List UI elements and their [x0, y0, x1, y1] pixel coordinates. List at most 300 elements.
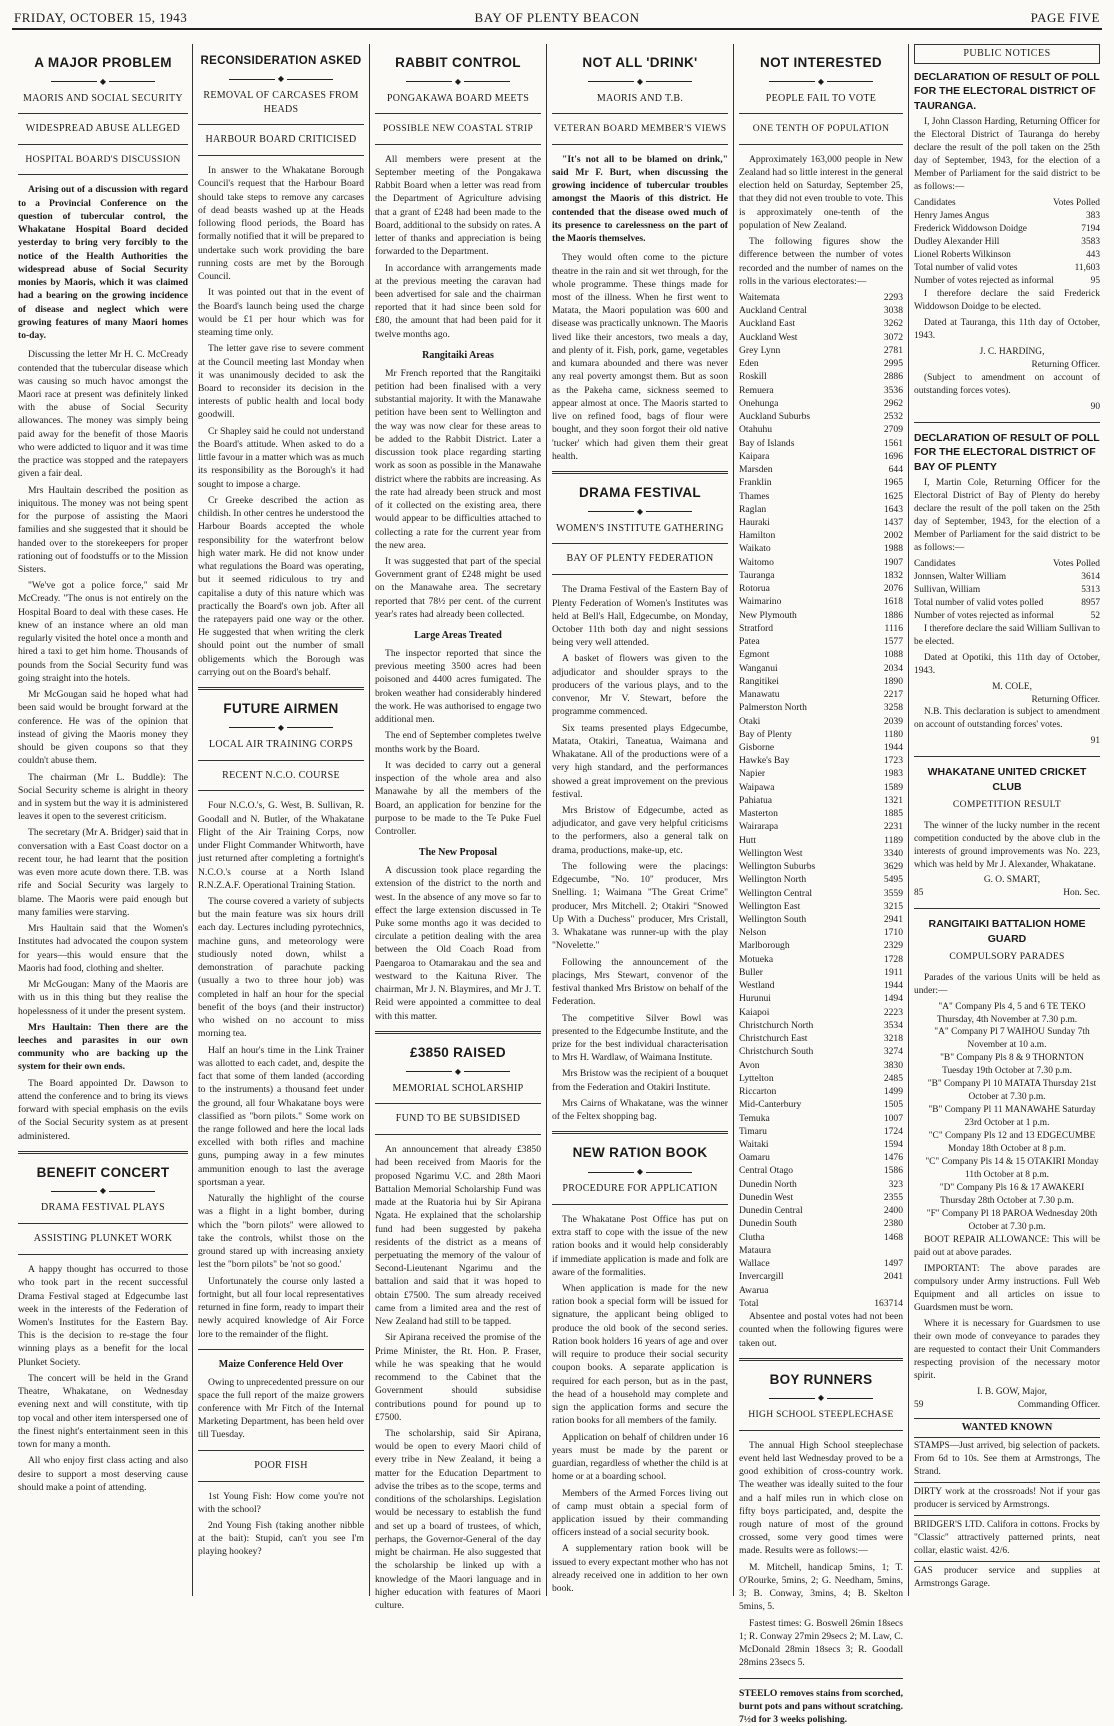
paragraph: Unfortunately the course only lasted a fortnight, but all four local representatives returned in fine form, ready to impart their newly acquired knowledge of Air Force lore to the remainder of the flight.: [198, 1275, 364, 1340]
section-heading: The New Proposal: [418, 847, 498, 859]
electorate-name: Pahiatua: [739, 794, 773, 806]
divider: [739, 1430, 903, 1431]
paragraph: BOOT REPAIR ALLOWANCE: This will be paid out at above parades.: [914, 1234, 1100, 1258]
parade-entry: "B" Company Pl 10 MATATA Thursday 21st October at 7.30 p.m.: [927, 1079, 1097, 1103]
paragraph: The Board appointed Dr. Dawson to attend the conference and to bring its views forward with special emphasis on the evils of the Social Security system as at present administered.: [18, 1077, 188, 1142]
electorate-name: Westland: [739, 980, 775, 992]
newspaper-name: BAY OF PLENTY BEACON: [474, 10, 640, 25]
divider: [375, 1031, 541, 1034]
notice-number: 59: [914, 1399, 924, 1410]
electorate-row: [739, 1191, 903, 1204]
headline-future-airmen: FUTURE AIRMEN: [223, 701, 339, 717]
paragraph: Following the announcement of the placings, Mrs Stewart, convenor of the festival thanked Mrs Bristow on behalf of the Federation.: [552, 956, 728, 1008]
electorate-votes: 3215: [883, 900, 903, 912]
divider: [198, 760, 364, 761]
electorate-row: [739, 1059, 903, 1072]
electorate-votes: 1965: [883, 477, 903, 489]
divider: [198, 790, 364, 791]
headline-3850-raised: £3850 RAISED: [410, 1044, 506, 1060]
parade-entry: "B" Company Pls 8 & 9 THORNTON Tuesday 19th October at 7.30 p.m.: [940, 1053, 1084, 1077]
divider: [198, 124, 364, 125]
column-3: [375, 44, 542, 1612]
subhead: MAORIS AND T.B.: [596, 92, 684, 104]
electorate-votes: 1586: [883, 1165, 903, 1177]
subhead: PROCEDURE FOR APPLICATION: [562, 1183, 718, 1195]
electorate-votes: 1561: [883, 437, 903, 449]
candidates-header: [914, 197, 1100, 210]
lead-paragraph: Arising out of a discussion with regard to a Provincial Conference on the question of tubercular control, the Whakatane Hospital Board decided yesterday to bring very forcibly to the notice of the Health Authorities the widespread abuse of Social Security monies by Maoris, which it was claimed had a bearing on the growing incidence of disease and neglect which were growing features of many Maori homes to-day.: [18, 184, 188, 342]
electorate-row: [739, 767, 903, 780]
electorate-name: Avon: [739, 1059, 760, 1071]
electorate-name: Dunedin North: [739, 1178, 797, 1190]
electorate-votes: 3274: [883, 1046, 903, 1058]
candidate-votes: 3583: [1081, 236, 1100, 247]
electorate-name: Waitomo: [739, 556, 774, 568]
paragraph: Owing to unprecedented pressure on our space the full report of the maize growers conference with Mr Fitch of the Internal Marketing Department, has been held over till Tuesday.: [198, 1376, 364, 1441]
electorate-row: [739, 873, 903, 886]
electorate-votes: 3218: [883, 1033, 903, 1045]
paragraph: The end of September completes twelve months work by the Board.: [375, 730, 541, 755]
electorate-name: Wellington Suburbs: [739, 861, 816, 873]
electorate-row: [739, 609, 903, 622]
electorate-votes: 2941: [883, 914, 903, 926]
electorate-row: [739, 1270, 903, 1283]
subhead: WIDESPREAD ABUSE ALLEGED: [25, 123, 181, 135]
electorate-votes: 1618: [883, 596, 903, 608]
notice-number: 85: [914, 888, 924, 899]
electorate-name: Wellington Central: [739, 887, 813, 899]
electorate-name: Wallace: [739, 1258, 770, 1270]
electorate-row: [739, 529, 903, 542]
informal-row: Number of votes rejected as informal 95: [914, 275, 1100, 286]
electorate-row: [739, 1244, 903, 1257]
paragraph: The concert will be held in the Grand Theatre, Whakatane, on Wednesday evening next and will constitute, with tip top vocal and other item interspersed one of the finest night's entertainment seen in this town for many a month.: [18, 1372, 188, 1451]
electorate-row: [739, 688, 903, 701]
subhead: HOSPITAL BOARD'S DISCUSSION: [25, 154, 181, 166]
column-5: [739, 44, 903, 1726]
electorate-name: Hurunui: [739, 993, 771, 1005]
candidates-label: Candidates: [914, 198, 956, 209]
electorate-row: [739, 490, 903, 503]
paragraph: In accordance with arrangements made at the previous meeting the caravan had been advertised for sale and the chairman reported that it had since been sold for £80, the amount that had been paid for it twelve months ago.: [375, 262, 541, 340]
headline-rabbit-control: RABBIT CONTROL: [395, 55, 521, 70]
electorate-name: Franklin: [739, 477, 772, 489]
electorate-table: [739, 291, 903, 1310]
electorate-name: Wellington West: [739, 847, 803, 859]
electorate-row: [739, 595, 903, 608]
candidate-row: [914, 584, 1100, 597]
electorate-votes: 1497: [883, 1258, 903, 1270]
public-notices-header: PUBLIC NOTICES: [914, 44, 1100, 64]
electorate-row: [739, 384, 903, 397]
electorate-votes: 2962: [883, 397, 903, 409]
page-number: PAGE FIVE: [1030, 10, 1100, 25]
electorate-name: Waimarino: [739, 596, 782, 608]
headline-not-interested: NOT INTERESTED: [760, 55, 882, 70]
electorate-name: Marsden: [739, 464, 773, 476]
parade-entry: "D" Company Pls 16 & 17 AWAKERI Thursday 28th October at 7.30 p.m.: [939, 1183, 1085, 1207]
electorate-name: Wanganui: [739, 662, 778, 674]
paragraph: Parades of the various Units will be held as under:—: [914, 972, 1100, 996]
electorate-name: Buller: [739, 966, 763, 978]
divider-ornament: ◆: [552, 507, 728, 517]
paragraph: Four N.C.O.'s, G. West, B. Sullivan, R. Goodall and N. Butler, of the Whakatane Flight of the Air Training Corps, now under Flight Commander Whitworth, have just returned after completing a fortnight's N.C.O.'s course at a North Island R.N.Z.A.F. Operational Training Station.: [198, 800, 364, 891]
electorate-name: Eden: [739, 358, 759, 370]
paragraph: I therefore declare the said William Sullivan to be elected.: [914, 623, 1100, 647]
divider-ornament: ◆: [18, 77, 188, 87]
electorate-name: Bay of Islands: [739, 437, 795, 449]
paragraph: Naturally the highlight of the course was a flight in a light bomber, during which the "born pilots" were allowed to take the controls, whilst those on the ground stared up with increasing anxiety lest the "born pilots" be 'not so good.': [198, 1193, 364, 1271]
electorate-row: [739, 1204, 903, 1217]
electorate-row: [739, 304, 903, 317]
electorate-votes: 1832: [883, 569, 903, 581]
electorate-name: Hawke's Bay: [739, 755, 790, 767]
electorate-name: Waitemata: [739, 292, 780, 303]
electorate-votes: 3830: [883, 1059, 903, 1071]
electorate-name: Dunedin South: [739, 1218, 797, 1230]
electorate-votes: 1437: [883, 516, 903, 528]
electorate-name: Egmont: [739, 649, 770, 661]
electorate-row: [739, 463, 903, 476]
paragraph: The course covered a variety of subjects but the main feature was six hours drill each day. Lectures including pyrotechnics, machine guns, and meteorology were studiously noted down, whilst a demonstration of parachute packing (usually a two to three hour job) was completed in half an hour for the special benefit of the boys (and their instructor) who wished on no account to miss morning tea.: [198, 896, 364, 1040]
candidates-header: [914, 558, 1100, 571]
signature: M. COLE,: [992, 681, 1032, 692]
electorate-row: [739, 1085, 903, 1098]
paragraph: Absentee and postal votes had not been counted when the following figures were taken out.: [739, 1311, 903, 1349]
electorate-row: [739, 887, 903, 900]
electorate-row: [739, 834, 903, 847]
divider: [552, 144, 728, 145]
divider: [18, 113, 188, 114]
electorate-name: Stratford: [739, 622, 774, 634]
paragraph: Dated at Tauranga, this 11th day of October, 1943.: [914, 317, 1100, 341]
electorate-name: Christchurch South: [739, 1046, 814, 1058]
paragraph: The Whakatane Post Office has put on extra staff to cope with the issue of the new ration books and it would help considerably if immediate application is made and folk are aware of the formalities.: [552, 1213, 728, 1278]
electorate-votes: 1088: [883, 649, 903, 661]
paragraph: The annual High School steeplechase event held last Wednesday proved to be a good exhibition of cross-country work. The weather was ideally suited to the four and a half miles run in which close on fifty boys participated, and, despite the rough nature of most of the ground crossed, some very good times were made. Results were as follows:—: [739, 1439, 903, 1557]
subhead: PEOPLE FAIL TO VOTE: [765, 92, 877, 104]
electorate-row: [739, 926, 903, 939]
electorate-row: [739, 781, 903, 794]
electorate-name: Timaru: [739, 1125, 767, 1137]
electorate-name: Total: [739, 1297, 759, 1309]
wanted-known-header: WANTED KNOWN: [914, 1418, 1100, 1438]
electorate-name: Palmerston North: [739, 702, 807, 714]
electorate-votes: 1321: [883, 794, 903, 806]
electorate-votes: 2380: [883, 1218, 903, 1230]
electorate-votes: 163714: [874, 1297, 903, 1309]
total-row: Total number of valid votes 11,603: [914, 262, 1100, 273]
subhead: PONGAKAWA BOARD MEETS: [386, 92, 530, 104]
electorate-row: [739, 622, 903, 635]
divider: [739, 113, 903, 114]
electorate-row: [739, 317, 903, 330]
electorate-name: Bay of Plenty: [739, 728, 792, 740]
paragraph: The inspector reported that since the previous meeting 3500 acres had been poisoned and 4400 acres fumigated. The broken weather had considerably hindered the work. He was authorised to engage two additional men.: [375, 647, 541, 726]
electorate-name: Clutha: [739, 1231, 765, 1243]
electorate-name: Motueka: [739, 953, 774, 965]
electorate-name: Wairarapa: [739, 821, 779, 833]
paragraph: The letter gave rise to severe comment at the Council meeting last Monday when it was unanimously decided to ask the Board to reconsider its decision in the interests of public health and local body goodwill.: [198, 343, 364, 421]
electorate-row: [739, 569, 903, 582]
electorate-votes: 2034: [883, 662, 903, 674]
candidate-list: [914, 210, 1100, 262]
electorate-row: [739, 1006, 903, 1019]
paragraph: Cr Shapley said he could not understand the Board's attitude. When asked to do a little favour in a matter which was as much its responsibility as the Borough's it had sought to impose a charge.: [198, 425, 364, 490]
divider: [375, 1134, 541, 1135]
electorate-votes: 1944: [883, 741, 903, 753]
candidate-votes: 443: [1085, 249, 1100, 260]
electorate-row: [739, 966, 903, 979]
total-row: Total number of valid votes polled 8957: [914, 597, 1100, 608]
subhead: RECENT N.C.O. COURSE: [222, 769, 340, 781]
candidate-name: Henry James Angus: [914, 211, 989, 222]
electorate-votes: 2886: [883, 371, 903, 383]
electorate-row: [739, 847, 903, 860]
candidate-votes: 383: [1085, 211, 1100, 222]
paragraph: Six teams presented plays Edgecumbe, Matata, Otakiri, Taneatua, Waimana and Whakatane. All of the productions were of a very high standard, and the performances showed a great improvement on the previous festival.: [552, 722, 728, 800]
electorate-name: Rotorua: [739, 583, 770, 595]
parade-entry: "A" Company Pl 7 WAIHOU Sunday 7th November at 10 a.m.: [934, 1027, 1090, 1051]
electorate-name: Grey Lynn: [739, 344, 781, 356]
parade-entry: "F" Company Pl 18 PAROA Wednesday 20th October at 7.30 p.m.: [926, 1209, 1098, 1233]
candidate-row: [914, 210, 1100, 223]
paragraph: Discussing the letter Mr H. C. McCready contended that the tubercular disease which was causing so much havoc amongst the Maori race at present was definitely linked with the abuse of Social Security allowances. The money was simply being paid away for the benefit of those Maoris who were addicted to liquor and it was time the practice was stopped and the ratepayers given a fair deal.: [18, 349, 188, 480]
electorate-row: [739, 992, 903, 1005]
electorate-votes: 1589: [883, 781, 903, 793]
electorate-votes: 1505: [883, 1099, 903, 1111]
paragraph: Mrs Bristow of Edgecumbe, acted as adjudicator, and gave very helpful criticisms to the performers, also a general talk on drama, productions, make-up, etc.: [552, 805, 728, 856]
paragraph: Mrs Haultain: Then there are the leeches and parasites in our own community who are backing up the system for their own ends.: [18, 1021, 188, 1073]
electorate-votes: 2329: [883, 940, 903, 952]
electorate-name: Gisborne: [739, 741, 775, 753]
candidate-name: Dudley Alexander Hill: [914, 236, 1000, 247]
notice-number: 90: [1090, 401, 1100, 412]
paragraph: 1st Young Fish: How come you're not with the school?: [198, 1490, 364, 1515]
paragraph: A supplementary ration book will be issued to every expectant mother who has not already received one in addition to her own book.: [552, 1543, 728, 1595]
notice-title-bay-of-plenty: DECLARATION OF RESULT OF POLL FOR THE ELECTORAL DISTRICT OF BAY OF PLENTY: [914, 431, 1100, 473]
subhead: LOCAL AIR TRAINING CORPS: [208, 738, 354, 750]
paragraph: Mr McGougan: Many of the Maoris are with us in this thing but they realise the hopelessness of it under the present system.: [18, 979, 188, 1017]
electorate-votes: 1625: [883, 490, 903, 502]
headline-poor-fish: POOR FISH: [254, 1459, 308, 1471]
subhead: VETERAN BOARD MEMBER'S VIEWS: [553, 123, 727, 135]
electorate-votes: [858, 1244, 903, 1257]
divider: [18, 1223, 188, 1224]
electorate-name: Mid-Canterbury: [739, 1099, 802, 1111]
electorate-votes: 1499: [883, 1086, 903, 1098]
paragraph: Dated at Opotiki, this 11th day of October, 1943.: [914, 652, 1100, 676]
electorate-votes: 1890: [883, 675, 903, 687]
headline-not-all-drink: NOT ALL 'DRINK': [582, 55, 698, 70]
divider: [552, 1204, 728, 1205]
paragraph: Members of the Armed Forces living out of camp must obtain a special form of application issued by their commanding officers instead of a social security book.: [552, 1487, 728, 1539]
paragraph: I therefore declare the said Frederick Widdowson Doidge to be elected.: [914, 288, 1100, 312]
electorate-row: [739, 1297, 903, 1310]
electorate-votes: 2400: [883, 1205, 903, 1217]
electorate-votes: 1885: [883, 808, 903, 820]
paragraph: In answer to the Whakatane Borough Council's request that the Harbour Board should take steps to remove any carcases of dead beasts washed up at the Heads following flood periods, the Board has formally notified that it will be prepared to undertake such work providing the bare running costs are met by the Borough Council.: [198, 165, 364, 283]
electorate-name: Central Otago: [739, 1165, 794, 1177]
masthead: [12, 6, 1102, 30]
paragraph: The competitive Silver Bowl was presented to the Edgecumbe Institute, and the prize for the best individual characterisation to Mrs H. Wardlaw, of Waimana Institute.: [552, 1012, 728, 1064]
electorate-votes: 2217: [883, 689, 903, 701]
electorate-row: [739, 291, 903, 304]
headline-new-ration-book: NEW RATION BOOK: [572, 1145, 708, 1161]
paragraph: Approximately 163,000 people in New Zealand had so little interest in the general election held on Saturday, September 25, that they did not even trouble to vote. This is approximately one-tenth of the population of New Zealand.: [739, 153, 903, 231]
electorate-row: [739, 979, 903, 992]
subhead: HARBOUR BOARD CRITICISED: [205, 134, 357, 146]
subhead: REMOVAL OF CARCASES FROM HEADS: [203, 89, 359, 115]
paragraph: I, John Classon Harding, Returning Officer for the Electoral District of Tauranga do hereby declare the result of the poll taken on the 25th day of September, 1943, for the election of a Member of Parliament for the said district to be as follows:—: [914, 117, 1100, 193]
paragraph: M. Mitchell, handicap 5mins, 1; T. O'Rourke, 5mins, 2; G. Needham, 5mins, 3; B. Conway, 3mins, 4; B. Skelton 5mins, 5.: [739, 1561, 903, 1613]
electorate-name: Wellington North: [739, 874, 807, 886]
paragraph: Where it is necessary for Guardsmen to use their own mode of conveyance to parades they are requested to contact their Unit Commanders respecting provision of the necessary motor spirit.: [914, 1318, 1100, 1381]
electorate-name: Waipawa: [739, 781, 775, 793]
electorate-votes: 1007: [883, 1112, 903, 1124]
electorate-name: Christchurch North: [739, 1019, 814, 1031]
electorate-row: [739, 423, 903, 436]
electorate-row: [739, 450, 903, 463]
lead-paragraph: "It's not all to be blamed on drink," said Mr F. Burt, when discussing the growing incidence of tubercular troubles amongst the Maoris of this district. He contended that the disease owed much of its presence to carelessness on the part of the Maoris themselves.: [552, 153, 728, 245]
divider: [198, 687, 364, 690]
signature: I. B. GOW, Major,: [977, 1386, 1047, 1397]
electorate-row: [739, 1138, 903, 1151]
electorate-name: Otahuhu: [739, 424, 773, 436]
electorate-name: Auckland Suburbs: [739, 411, 811, 423]
divider-ornament: ◆: [552, 77, 728, 87]
issue-date: FRIDAY, OCTOBER 15, 1943: [14, 10, 188, 25]
electorate-row: [739, 410, 903, 423]
subhead: BAY OF PLENTY FEDERATION: [566, 553, 714, 565]
electorate-name: New Plymouth: [739, 609, 797, 621]
electorate-row: [739, 1178, 903, 1191]
paragraph: It was suggested that part of the special Government grant of £248 might be used on the Manawahe area. The secretary reported that 78½ per cent. of the current year's rates had already been collected.: [375, 556, 541, 620]
electorate-votes: 2995: [883, 358, 903, 370]
electorate-row: [739, 939, 903, 952]
headline-drama-festival: DRAMA FESTIVAL: [579, 485, 701, 501]
electorate-name: Manawatu: [739, 689, 780, 701]
electorate-votes: 2293: [883, 292, 903, 303]
electorate-votes: 1988: [883, 543, 903, 555]
electorate-votes: 1886: [883, 609, 903, 621]
electorate-row: [739, 662, 903, 675]
electorate-votes: 1710: [883, 927, 903, 939]
subhead: FUND TO BE SUBSIDISED: [395, 1113, 521, 1125]
electorate-votes: 1476: [883, 1152, 903, 1164]
electorate-row: [739, 1045, 903, 1058]
electorate-name: Hauraki: [739, 516, 770, 528]
headline-major-problem: A MAJOR PROBLEM: [34, 55, 172, 70]
headline-boy-runners: BOY RUNNERS: [769, 1371, 873, 1387]
electorate-row: [739, 582, 903, 595]
electorate-row: [739, 648, 903, 661]
candidate-name: Lionel Roberts Wilkinson: [914, 249, 1011, 260]
electorate-votes: 323: [888, 1178, 903, 1190]
subhead: ONE TENTH OF POPULATION: [752, 123, 890, 135]
divider-ornament: ◆: [198, 74, 364, 84]
parade-entry: "B" Company Pl 11 MANAWAHE Saturday 23rd October at 1 p.m.: [928, 1105, 1096, 1129]
signature-role-row: 85 Hon. Sec.: [914, 888, 1100, 899]
electorate-name: Marlborough: [739, 940, 790, 952]
subhead: MEMORIAL SCHOLARSHIP: [392, 1082, 524, 1094]
electorate-row: [739, 476, 903, 489]
electorate-row: [739, 1072, 903, 1085]
paragraph: When application is made for the new ration book a special form will be issued for signature, the applicant being obliged to produce the old book of the second series. Ration book holders 16 years of age and over will require to produce their social security coupon books. A separate application is required for each person, but as in the past, the head of a household may complete and sign the application forms and secure the ration books for all members of the family.: [552, 1283, 728, 1427]
electorate-row: [739, 900, 903, 913]
electorate-row: [739, 1284, 903, 1297]
divider: [552, 574, 728, 575]
electorate-row: [739, 1217, 903, 1230]
divider: [552, 1131, 728, 1134]
paragraph: Mrs Bristow was the recipient of a bouquet from the Federation and Otakiri Institute.: [552, 1068, 728, 1093]
electorate-row: [739, 953, 903, 966]
electorate-name: Wellington East: [739, 900, 801, 912]
divider: [914, 1482, 1100, 1483]
paragraph: It was pointed out that in the event of the Board's launch being used the charge would be £1 per hour which was for steaming time only.: [198, 287, 364, 339]
electorate-name: Wellington South: [739, 914, 807, 926]
column-rule: [733, 44, 734, 1596]
divider-ornament: ◆: [18, 1186, 188, 1196]
subhead: POSSIBLE NEW COASTAL STRIP: [382, 123, 534, 135]
electorate-votes: 3559: [883, 887, 903, 899]
divider-ornament: ◆: [739, 1393, 903, 1403]
votes-label: Votes Polled: [1053, 198, 1100, 209]
electorate-name: Tauranga: [739, 569, 775, 581]
column-1: [18, 44, 188, 1596]
paragraph: I, Martin Cole, Returning Officer for the Electoral District of Bay of Plenty do hereby declare the result of the poll taken on the 25th day of September, 1943, for the election of a Member of Parliament for the said district to be as follows:—: [914, 478, 1100, 553]
paragraph: Sir Apirana received the promise of the Prime Minister, the Rt. Hon. P. Fraser, while he was speaking that he would recommend to the Cabinet that the Government should subsidise contributions pound for pound up to £7500.: [375, 1332, 541, 1423]
electorate-votes: 1594: [883, 1139, 903, 1150]
candidate-votes: 7194: [1081, 224, 1100, 234]
divider: [198, 1481, 364, 1482]
electorate-votes: 3262: [883, 318, 903, 330]
parade-entry: "A" Company Pls 4, 5 and 6 TE TEKO Thursday, 4th November at 7.30 p.m.: [936, 1001, 1086, 1025]
divider-ornament: ◆: [375, 77, 541, 87]
paragraph: It was decided to carry out a general inspection of the whole area and also Manawahe by all the members of the Board, an application for benzine for the purpose to be made to the Te Puke Fuel Controller.: [375, 759, 541, 838]
electorate-votes: 644: [888, 464, 903, 476]
electorate-name: Kaiapoi: [739, 1006, 770, 1018]
electorate-votes: 1494: [883, 993, 903, 1005]
electorate-name: Auckland East: [739, 318, 796, 330]
electorate-votes: 1189: [884, 834, 903, 846]
electorate-name: Onehunga: [739, 397, 779, 409]
electorate-votes: 1180: [884, 728, 903, 740]
electorate-name: Thames: [739, 490, 770, 502]
electorate-name: Waitaki: [739, 1139, 769, 1150]
divider: [198, 1450, 364, 1451]
electorate-name: Oamaru: [739, 1152, 770, 1164]
electorate-row: [739, 728, 903, 741]
candidate-name: Frederick Widdowson Doidge: [914, 224, 1027, 234]
paragraph: Mrs Cairns of Whakatane, was the winner of the Feltex shopping bag.: [552, 1097, 728, 1123]
electorate-row: [739, 715, 903, 728]
column-2: [198, 44, 364, 1596]
electorate-name: Awarua: [739, 1284, 769, 1296]
paragraph: A happy thought has occurred to those who took part in the recent successful Drama Festival staged at Edgecumbe last week in the interests of the Federation of Women's Institutes for the Eastern Bay. This is the decision to re-stage the four winning plays as a benefit for the local Plunket Society.: [18, 1264, 188, 1368]
divider: [18, 1254, 188, 1255]
electorate-row: [739, 397, 903, 410]
divider: [375, 113, 541, 114]
headline-benefit-concert: BENEFIT CONCERT: [36, 1164, 170, 1180]
electorate-name: Dunedin Central: [739, 1205, 803, 1217]
paragraph: The Drama Festival of the Eastern Bay of Plenty Federation of Women's Institutes was held at Bell's Hall, Edgecumbe, on Monday, October 11th both day and night sessions being very well attended.: [552, 584, 728, 649]
classified-ad: STAMPS—Just arrived, big selection of packets. From 6d to 10s. See them at Armstrongs, The Strand.: [914, 1441, 1100, 1477]
paragraph: All who enjoy first class acting and also desire to support a most deserving cause should make a point of attending.: [18, 1455, 188, 1493]
electorate-row: [739, 1032, 903, 1045]
electorate-name: Dunedin West: [739, 1191, 794, 1203]
paragraph: The chairman (Mr L. Buddle): The Social Security scheme is alright in theory and in system but the way it is administered leaves it open to the severest criticism.: [18, 771, 188, 823]
